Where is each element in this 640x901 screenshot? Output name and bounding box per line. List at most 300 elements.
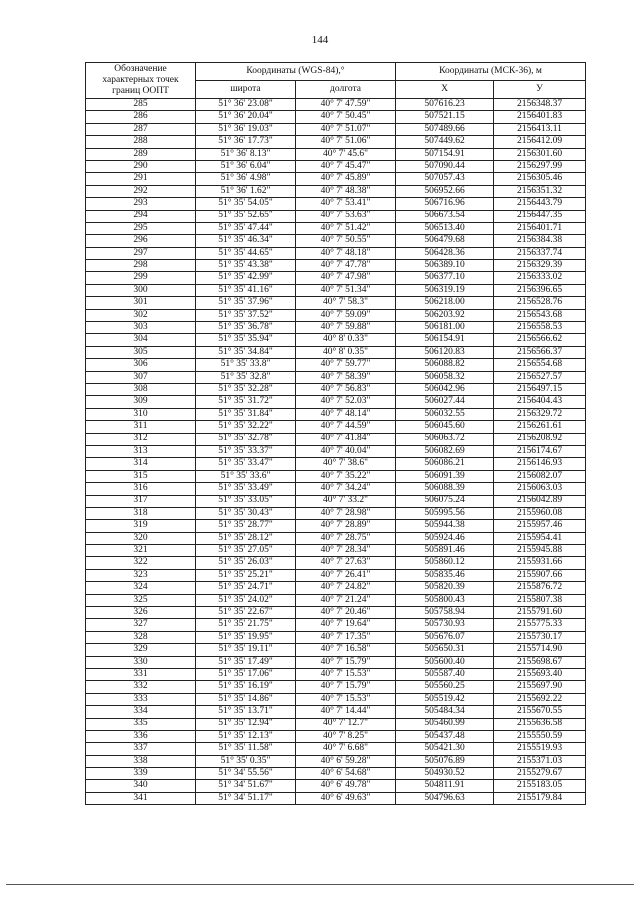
latitude-cell: 51° 36' 20.04" bbox=[196, 111, 296, 123]
latitude-cell: 51° 36' 23.08" bbox=[196, 99, 296, 111]
point-id-cell: 324 bbox=[86, 582, 196, 594]
latitude-cell: 51° 35' 24.71" bbox=[196, 582, 296, 594]
y-cell: 2156566.62 bbox=[494, 334, 586, 346]
latitude-cell: 51° 35' 12.94" bbox=[196, 718, 296, 730]
x-cell: 506377.10 bbox=[396, 272, 494, 284]
longitude-cell: 40° 7' 8.25" bbox=[296, 730, 396, 742]
x-cell: 505460.99 bbox=[396, 718, 494, 730]
x-cell: 505076.89 bbox=[396, 755, 494, 767]
y-cell: 2156384.38 bbox=[494, 235, 586, 247]
y-cell: 2155279.67 bbox=[494, 768, 586, 780]
longitude-cell: 40° 7' 45.47" bbox=[296, 160, 396, 172]
y-cell: 2155371.03 bbox=[494, 755, 586, 767]
latitude-cell: 51° 35' 44.65" bbox=[196, 247, 296, 259]
x-cell: 505421.30 bbox=[396, 743, 494, 755]
y-cell: 2155791.60 bbox=[494, 607, 586, 619]
table-row bbox=[86, 322, 586, 334]
point-id-cell: 319 bbox=[86, 520, 196, 532]
longitude-cell: 40° 6' 49.63" bbox=[296, 792, 396, 804]
point-id-cell: 309 bbox=[86, 396, 196, 408]
table-row bbox=[86, 136, 586, 148]
y-cell: 2156174.67 bbox=[494, 445, 586, 457]
point-id-cell: 330 bbox=[86, 656, 196, 668]
latitude-cell: 51° 36' 17.73" bbox=[196, 136, 296, 148]
longitude-cell: 40° 7' 28.89" bbox=[296, 520, 396, 532]
table-body bbox=[86, 99, 586, 805]
longitude-cell: 40° 7' 28.98" bbox=[296, 507, 396, 519]
longitude-cell: 40° 7' 27.63" bbox=[296, 557, 396, 569]
table-row bbox=[86, 668, 586, 680]
point-id-cell: 307 bbox=[86, 371, 196, 383]
point-id-cell: 291 bbox=[86, 173, 196, 185]
x-cell: 507616.23 bbox=[396, 99, 494, 111]
latitude-cell: 51° 35' 33.37" bbox=[196, 445, 296, 457]
longitude-cell: 40° 7' 24.82" bbox=[296, 582, 396, 594]
y-cell: 2155807.38 bbox=[494, 594, 586, 606]
point-id-cell: 335 bbox=[86, 718, 196, 730]
latitude-cell: 51° 35' 24.02" bbox=[196, 594, 296, 606]
point-id-cell: 304 bbox=[86, 334, 196, 346]
point-id-cell: 302 bbox=[86, 309, 196, 321]
y-cell: 2156497.15 bbox=[494, 383, 586, 395]
latitude-cell: 51° 35' 25.21" bbox=[196, 569, 296, 581]
longitude-cell: 40° 7' 6.68" bbox=[296, 743, 396, 755]
latitude-cell: 51° 35' 30.43" bbox=[196, 507, 296, 519]
point-id-cell: 325 bbox=[86, 594, 196, 606]
x-cell: 506088.39 bbox=[396, 483, 494, 495]
longitude-cell: 40° 7' 51.34" bbox=[296, 284, 396, 296]
latitude-cell: 51° 35' 19.95" bbox=[196, 631, 296, 643]
longitude-cell: 40° 7' 47.98" bbox=[296, 272, 396, 284]
y-cell: 2156558.53 bbox=[494, 322, 586, 334]
longitude-cell: 40° 7' 41.84" bbox=[296, 433, 396, 445]
table-row bbox=[86, 123, 586, 135]
y-cell: 2156447.35 bbox=[494, 210, 586, 222]
x-cell: 506673.54 bbox=[396, 210, 494, 222]
y-cell: 2155697.90 bbox=[494, 681, 586, 693]
point-id-cell: 299 bbox=[86, 272, 196, 284]
point-id-cell: 327 bbox=[86, 619, 196, 631]
point-id-cell: 310 bbox=[86, 408, 196, 420]
point-id-cell: 303 bbox=[86, 322, 196, 334]
point-id-cell: 313 bbox=[86, 445, 196, 457]
table-row bbox=[86, 396, 586, 408]
longitude-cell: 40° 7' 15.53" bbox=[296, 693, 396, 705]
table-row bbox=[86, 792, 586, 804]
longitude-cell: 40° 7' 17.35" bbox=[296, 631, 396, 643]
table-row bbox=[86, 284, 586, 296]
table-row bbox=[86, 557, 586, 569]
y-cell: 2156261.61 bbox=[494, 421, 586, 433]
footer-divider bbox=[6, 884, 634, 885]
table-row bbox=[86, 198, 586, 210]
x-cell: 505484.34 bbox=[396, 706, 494, 718]
latitude-cell: 51° 35' 11.58" bbox=[196, 743, 296, 755]
longitude-cell: 40° 7' 15.53" bbox=[296, 668, 396, 680]
longitude-cell: 40° 7' 38.6" bbox=[296, 458, 396, 470]
x-cell: 506082.69 bbox=[396, 445, 494, 457]
longitude-cell: 40° 7' 51.06" bbox=[296, 136, 396, 148]
table-row bbox=[86, 408, 586, 420]
x-cell: 506716.96 bbox=[396, 198, 494, 210]
point-id-cell: 321 bbox=[86, 545, 196, 557]
coordinates-table bbox=[85, 62, 586, 805]
y-cell: 2156348.37 bbox=[494, 99, 586, 111]
longitude-cell: 40° 7' 50.45" bbox=[296, 111, 396, 123]
x-header: X bbox=[396, 81, 494, 99]
longitude-cell: 40° 7' 48.18" bbox=[296, 247, 396, 259]
x-cell: 505924.46 bbox=[396, 532, 494, 544]
x-cell: 506027.44 bbox=[396, 396, 494, 408]
x-cell: 505820.39 bbox=[396, 582, 494, 594]
y-cell: 2155179.84 bbox=[494, 792, 586, 804]
latitude-cell: 51° 35' 33.49" bbox=[196, 483, 296, 495]
x-cell: 505800.43 bbox=[396, 594, 494, 606]
point-id-cell: 331 bbox=[86, 668, 196, 680]
longitude-cell: 40° 8' 0.33" bbox=[296, 334, 396, 346]
table-row bbox=[86, 334, 586, 346]
table-row bbox=[86, 445, 586, 457]
table-row bbox=[86, 507, 586, 519]
longitude-cell: 40° 7' 19.64" bbox=[296, 619, 396, 631]
y-cell: 2155931.66 bbox=[494, 557, 586, 569]
longitude-cell: 40° 7' 58.3" bbox=[296, 297, 396, 309]
y-cell: 2155957.46 bbox=[494, 520, 586, 532]
latitude-cell: 51° 35' 27.05" bbox=[196, 545, 296, 557]
point-id-cell: 328 bbox=[86, 631, 196, 643]
longitude-cell: 40° 7' 59.09" bbox=[296, 309, 396, 321]
longitude-cell: 40° 7' 16.58" bbox=[296, 644, 396, 656]
latitude-cell: 51° 35' 26.03" bbox=[196, 557, 296, 569]
latitude-cell: 51° 35' 32.22" bbox=[196, 421, 296, 433]
x-cell: 506032.55 bbox=[396, 408, 494, 420]
latitude-cell: 51° 35' 33.47" bbox=[196, 458, 296, 470]
msk36-group-header: Координаты (МСК-36), м bbox=[396, 63, 586, 81]
latitude-cell: 51° 35' 28.77" bbox=[196, 520, 296, 532]
table-row bbox=[86, 706, 586, 718]
x-cell: 506120.83 bbox=[396, 346, 494, 358]
table-row bbox=[86, 346, 586, 358]
point-id-cell: 293 bbox=[86, 198, 196, 210]
point-id-cell: 318 bbox=[86, 507, 196, 519]
y-cell: 2156396.65 bbox=[494, 284, 586, 296]
point-id-cell: 290 bbox=[86, 160, 196, 172]
latitude-cell: 51° 36' 8.13" bbox=[196, 148, 296, 160]
latitude-cell: 51° 35' 34.84" bbox=[196, 346, 296, 358]
y-cell: 2155698.67 bbox=[494, 656, 586, 668]
point-id-cell: 333 bbox=[86, 693, 196, 705]
x-cell: 506088.82 bbox=[396, 359, 494, 371]
y-cell: 2155550.59 bbox=[494, 730, 586, 742]
y-cell: 2155876.72 bbox=[494, 582, 586, 594]
point-id-cell: 296 bbox=[86, 235, 196, 247]
latitude-cell: 51° 35' 32.78" bbox=[196, 433, 296, 445]
latitude-cell: 51° 35' 32.28" bbox=[196, 383, 296, 395]
x-cell: 506042.96 bbox=[396, 383, 494, 395]
latitude-cell: 51° 35' 17.49" bbox=[196, 656, 296, 668]
latitude-cell: 51° 36' 4.98" bbox=[196, 173, 296, 185]
point-id-cell: 340 bbox=[86, 780, 196, 792]
table-row bbox=[86, 359, 586, 371]
table-row bbox=[86, 148, 586, 160]
latitude-cell: 51° 35' 37.52" bbox=[196, 309, 296, 321]
longitude-cell: 40° 7' 26.41" bbox=[296, 569, 396, 581]
table-row bbox=[86, 483, 586, 495]
point-id-cell: 341 bbox=[86, 792, 196, 804]
x-cell: 506063.72 bbox=[396, 433, 494, 445]
y-cell: 2156412.09 bbox=[494, 136, 586, 148]
y-cell: 2155714.90 bbox=[494, 644, 586, 656]
table-row bbox=[86, 185, 586, 197]
longitude-cell: 40° 7' 28.34" bbox=[296, 545, 396, 557]
table-row bbox=[86, 160, 586, 172]
x-cell: 505944.38 bbox=[396, 520, 494, 532]
y-cell: 2156351.32 bbox=[494, 185, 586, 197]
y-cell: 2155945.88 bbox=[494, 545, 586, 557]
latitude-cell: 51° 35' 41.16" bbox=[196, 284, 296, 296]
table-row bbox=[86, 743, 586, 755]
point-id-cell: 326 bbox=[86, 607, 196, 619]
table-row bbox=[86, 99, 586, 111]
latitude-cell: 51° 35' 33.6" bbox=[196, 470, 296, 482]
longitude-cell: 40° 7' 50.55" bbox=[296, 235, 396, 247]
x-cell: 505758.94 bbox=[396, 607, 494, 619]
x-cell: 505587.40 bbox=[396, 668, 494, 680]
x-cell: 506086.21 bbox=[396, 458, 494, 470]
x-cell: 506181.00 bbox=[396, 322, 494, 334]
longitude-cell: 40° 7' 53.63" bbox=[296, 210, 396, 222]
x-cell: 507154.91 bbox=[396, 148, 494, 160]
x-cell: 507521.15 bbox=[396, 111, 494, 123]
x-cell: 507090.44 bbox=[396, 160, 494, 172]
x-cell: 506075.24 bbox=[396, 495, 494, 507]
latitude-cell: 51° 35' 31.84" bbox=[196, 408, 296, 420]
point-id-cell: 285 bbox=[86, 99, 196, 111]
table-row bbox=[86, 272, 586, 284]
table-row bbox=[86, 520, 586, 532]
point-id-cell: 292 bbox=[86, 185, 196, 197]
latitude-cell: 51° 36' 19.03" bbox=[196, 123, 296, 135]
table-row bbox=[86, 755, 586, 767]
page-number: 144 bbox=[311, 34, 329, 46]
longitude-cell: 40° 7' 51.07" bbox=[296, 123, 396, 135]
point-id-cell: 332 bbox=[86, 681, 196, 693]
longitude-cell: 40° 7' 51.42" bbox=[296, 222, 396, 234]
y-cell: 2155670.55 bbox=[494, 706, 586, 718]
point-id-cell: 289 bbox=[86, 148, 196, 160]
table-row bbox=[86, 247, 586, 259]
longitude-cell: 40° 7' 20.46" bbox=[296, 607, 396, 619]
point-id-cell: 314 bbox=[86, 458, 196, 470]
point-id-cell: 334 bbox=[86, 706, 196, 718]
y-cell: 2156527.57 bbox=[494, 371, 586, 383]
table-row bbox=[86, 619, 586, 631]
latitude-cell: 51° 35' 32.8" bbox=[196, 371, 296, 383]
latitude-cell: 51° 35' 54.05" bbox=[196, 198, 296, 210]
point-id-cell: 338 bbox=[86, 755, 196, 767]
table-row bbox=[86, 173, 586, 185]
y-cell: 2156082.07 bbox=[494, 470, 586, 482]
y-cell: 2155636.58 bbox=[494, 718, 586, 730]
point-id-cell: 339 bbox=[86, 768, 196, 780]
longitude-cell: 40° 7' 59.77" bbox=[296, 359, 396, 371]
y-cell: 2156063.03 bbox=[494, 483, 586, 495]
point-id-cell: 317 bbox=[86, 495, 196, 507]
table-row bbox=[86, 545, 586, 557]
table-row bbox=[86, 780, 586, 792]
y-cell: 2156042.89 bbox=[494, 495, 586, 507]
latitude-cell: 51° 35' 14.86" bbox=[196, 693, 296, 705]
point-id-cell: 312 bbox=[86, 433, 196, 445]
point-id-cell: 329 bbox=[86, 644, 196, 656]
table-header bbox=[86, 63, 586, 99]
x-cell: 505730.93 bbox=[396, 619, 494, 631]
latitude-cell: 51° 36' 1.62" bbox=[196, 185, 296, 197]
y-cell: 2156146.93 bbox=[494, 458, 586, 470]
latitude-cell: 51° 35' 22.67" bbox=[196, 607, 296, 619]
table-row bbox=[86, 569, 586, 581]
table-row bbox=[86, 111, 586, 123]
y-cell: 2156329.39 bbox=[494, 260, 586, 272]
wgs84-group-header: Координаты (WGS-84),° bbox=[196, 63, 396, 81]
point-id-cell: 305 bbox=[86, 346, 196, 358]
latitude-cell: 51° 35' 35.94" bbox=[196, 334, 296, 346]
y-header: У bbox=[494, 81, 586, 99]
table-row bbox=[86, 297, 586, 309]
point-id-cell: 306 bbox=[86, 359, 196, 371]
table-row bbox=[86, 594, 586, 606]
latitude-cell: 51° 34' 51.67" bbox=[196, 780, 296, 792]
table-row bbox=[86, 383, 586, 395]
y-cell: 2155960.08 bbox=[494, 507, 586, 519]
y-cell: 2156528.76 bbox=[494, 297, 586, 309]
latitude-cell: 51° 34' 51.17" bbox=[196, 792, 296, 804]
x-cell: 506091.39 bbox=[396, 470, 494, 482]
point-id-cell: 287 bbox=[86, 123, 196, 135]
table-row bbox=[86, 693, 586, 705]
point-id-cell: 311 bbox=[86, 421, 196, 433]
longitude-cell: 40° 7' 48.14" bbox=[296, 408, 396, 420]
latitude-cell: 51° 34' 55.56" bbox=[196, 768, 296, 780]
latitude-cell: 51° 35' 36.78" bbox=[196, 322, 296, 334]
table-row bbox=[86, 235, 586, 247]
y-cell: 2155693.40 bbox=[494, 668, 586, 680]
latitude-cell: 51° 35' 31.72" bbox=[196, 396, 296, 408]
point-id-cell: 322 bbox=[86, 557, 196, 569]
longitude-cell: 40° 7' 48.38" bbox=[296, 185, 396, 197]
point-id-cell: 316 bbox=[86, 483, 196, 495]
y-cell: 2155775.33 bbox=[494, 619, 586, 631]
x-cell: 505650.31 bbox=[396, 644, 494, 656]
x-cell: 506045.60 bbox=[396, 421, 494, 433]
latitude-cell: 51° 35' 12.13" bbox=[196, 730, 296, 742]
table-row bbox=[86, 607, 586, 619]
latitude-cell: 51° 35' 28.12" bbox=[196, 532, 296, 544]
x-cell: 505676.07 bbox=[396, 631, 494, 643]
longitude-cell: 40° 6' 54.68" bbox=[296, 768, 396, 780]
longitude-cell: 40° 7' 35.22" bbox=[296, 470, 396, 482]
longitude-cell: 40° 7' 34.24" bbox=[296, 483, 396, 495]
y-cell: 2156333.02 bbox=[494, 272, 586, 284]
y-cell: 2156404.43 bbox=[494, 396, 586, 408]
y-cell: 2156413.11 bbox=[494, 123, 586, 135]
longitude-cell: 40° 7' 40.04" bbox=[296, 445, 396, 457]
y-cell: 2156208.92 bbox=[494, 433, 586, 445]
point-id-cell: 298 bbox=[86, 260, 196, 272]
x-cell: 506513.40 bbox=[396, 222, 494, 234]
longitude-cell: 40° 6' 59.28" bbox=[296, 755, 396, 767]
y-cell: 2156297.99 bbox=[494, 160, 586, 172]
latitude-cell: 51° 35' 21.75" bbox=[196, 619, 296, 631]
x-cell: 505860.12 bbox=[396, 557, 494, 569]
y-cell: 2156305.46 bbox=[494, 173, 586, 185]
point-id-cell: 336 bbox=[86, 730, 196, 742]
x-cell: 506218.00 bbox=[396, 297, 494, 309]
y-cell: 2155519.93 bbox=[494, 743, 586, 755]
latitude-cell: 51° 35' 52.65" bbox=[196, 210, 296, 222]
longitude-cell: 40° 7' 21.24" bbox=[296, 594, 396, 606]
y-cell: 2156329.72 bbox=[494, 408, 586, 420]
x-cell: 505891.46 bbox=[396, 545, 494, 557]
point-column-header: Обозначение характерных точек границ ООПТ bbox=[86, 63, 196, 99]
table-row bbox=[86, 222, 586, 234]
x-cell: 505519.42 bbox=[396, 693, 494, 705]
latitude-cell: 51° 35' 16.19" bbox=[196, 681, 296, 693]
table-row bbox=[86, 718, 586, 730]
longitude-cell: 40° 7' 47.59" bbox=[296, 99, 396, 111]
y-cell: 2155692.22 bbox=[494, 693, 586, 705]
x-cell: 505560.25 bbox=[396, 681, 494, 693]
x-cell: 506389.10 bbox=[396, 260, 494, 272]
longitude-cell: 40° 7' 15.79" bbox=[296, 656, 396, 668]
table-row bbox=[86, 421, 586, 433]
longitude-cell: 40° 7' 14.44" bbox=[296, 706, 396, 718]
latitude-cell: 51° 35' 33.05" bbox=[196, 495, 296, 507]
longitude-cell: 40° 7' 47.78" bbox=[296, 260, 396, 272]
y-cell: 2155907.66 bbox=[494, 569, 586, 581]
y-cell: 2155183.05 bbox=[494, 780, 586, 792]
longitude-cell: 40° 7' 56.83" bbox=[296, 383, 396, 395]
y-cell: 2156443.79 bbox=[494, 198, 586, 210]
table-row bbox=[86, 656, 586, 668]
table-row bbox=[86, 644, 586, 656]
y-cell: 2156401.71 bbox=[494, 222, 586, 234]
table-row bbox=[86, 470, 586, 482]
x-cell: 506319.19 bbox=[396, 284, 494, 296]
y-cell: 2156301.60 bbox=[494, 148, 586, 160]
table-row bbox=[86, 768, 586, 780]
latitude-cell: 51° 35' 0.35" bbox=[196, 755, 296, 767]
point-id-cell: 295 bbox=[86, 222, 196, 234]
table-row bbox=[86, 309, 586, 321]
x-cell: 504811.91 bbox=[396, 780, 494, 792]
point-id-cell: 297 bbox=[86, 247, 196, 259]
longitude-cell: 40° 7' 53.41" bbox=[296, 198, 396, 210]
latitude-cell: 51° 35' 37.96" bbox=[196, 297, 296, 309]
longitude-cell: 40° 8' 0.35" bbox=[296, 346, 396, 358]
x-cell: 507489.66 bbox=[396, 123, 494, 135]
x-cell: 506154.91 bbox=[396, 334, 494, 346]
latitude-cell: 51° 35' 42.99" bbox=[196, 272, 296, 284]
x-cell: 506479.68 bbox=[396, 235, 494, 247]
latitude-cell: 51° 35' 43.38" bbox=[196, 260, 296, 272]
longitude-cell: 40° 7' 12.7" bbox=[296, 718, 396, 730]
latitude-cell: 51° 35' 19.11" bbox=[196, 644, 296, 656]
point-id-cell: 294 bbox=[86, 210, 196, 222]
table-row bbox=[86, 631, 586, 643]
longitude-cell: 40° 7' 28.75" bbox=[296, 532, 396, 544]
x-cell: 504930.52 bbox=[396, 768, 494, 780]
